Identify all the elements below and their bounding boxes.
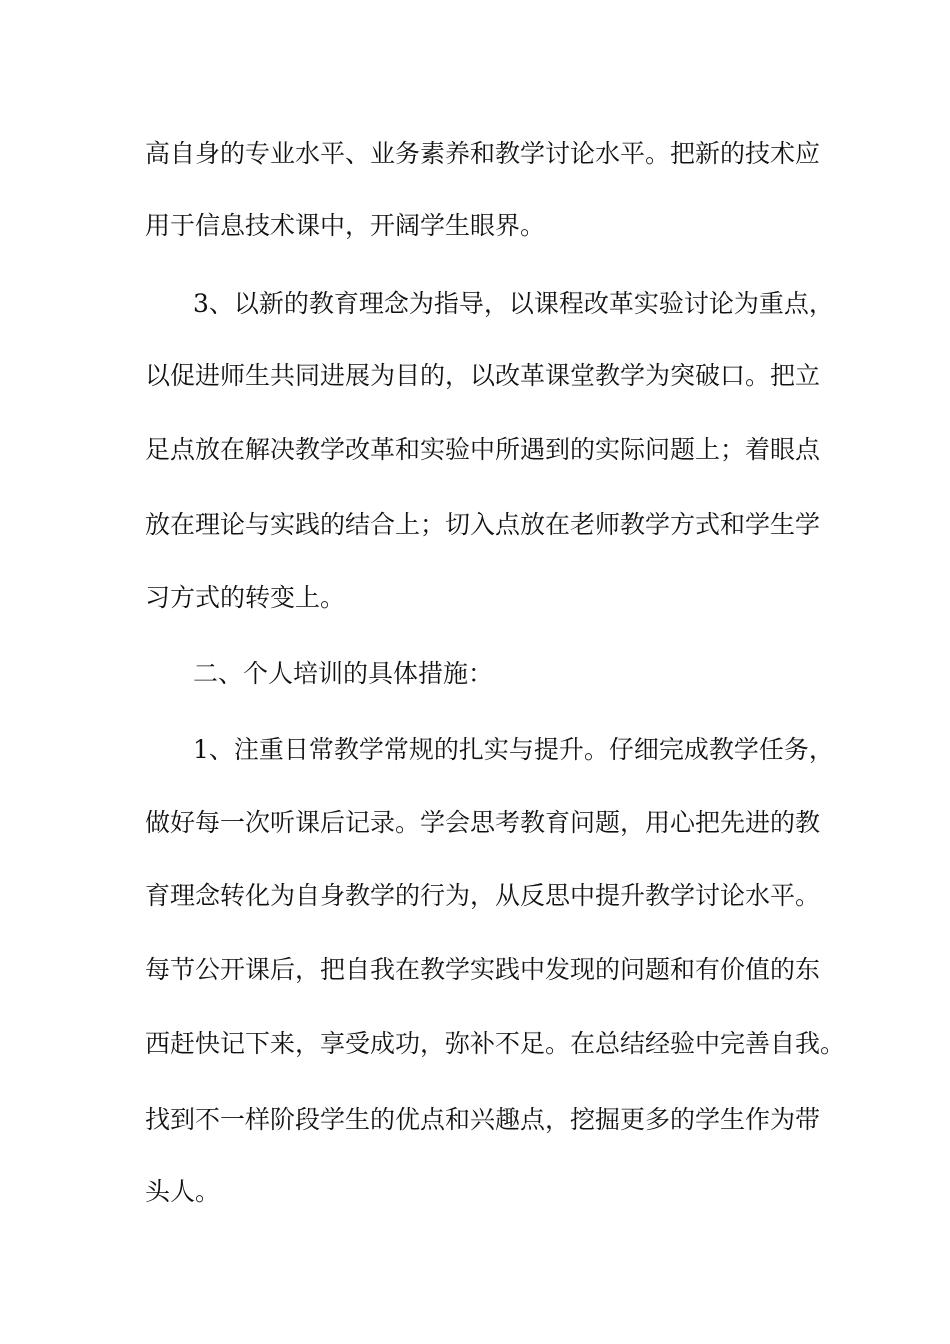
text-line: 找到不一样阶段学生的优点和兴趣点，挖掘更多的学生作为带 (145, 1105, 821, 1134)
text-line: 足点放在解决教学改革和实验中所遇到的实际问题上；着眼点 (145, 435, 821, 464)
text-line: 3、以新的教育理念为指导，以课程改革实验讨论为重点， (193, 289, 834, 318)
text-line: 育理念转化为自身教学的行为，从反思中提升教学讨论水平。 (145, 881, 821, 910)
text-line: 以促进师生共同进展为目的，以改革课堂教学为突破口。把立 (145, 361, 821, 390)
text-line: 头人。 (145, 1177, 221, 1206)
text-line: 西赶快记下来，享受成功，弥补不足。在总结经验中完善自我。 (145, 1029, 846, 1058)
text-line: 用于信息技术课中，开阔学生眼界。 (145, 211, 546, 240)
text-line: 做好每一次听课后记录。学会思考教育问题，用心把先进的教 (145, 808, 821, 837)
text-line: 1、注重日常教学常规的扎实与提升。仔细完成教学任务， (193, 735, 834, 764)
text-line: 习方式的转变上。 (145, 583, 346, 612)
text-line: 高自身的专业水平、业务素养和教学讨论水平。把新的技术应 (145, 139, 821, 168)
section-heading: 二、个人培训的具体措施： (193, 659, 494, 688)
text-line: 放在理论与实践的结合上；切入点放在老师教学方式和学生学 (145, 510, 821, 539)
text-line: 每节公开课后，把自我在教学实践中发现的问题和有价值的东 (145, 955, 821, 984)
